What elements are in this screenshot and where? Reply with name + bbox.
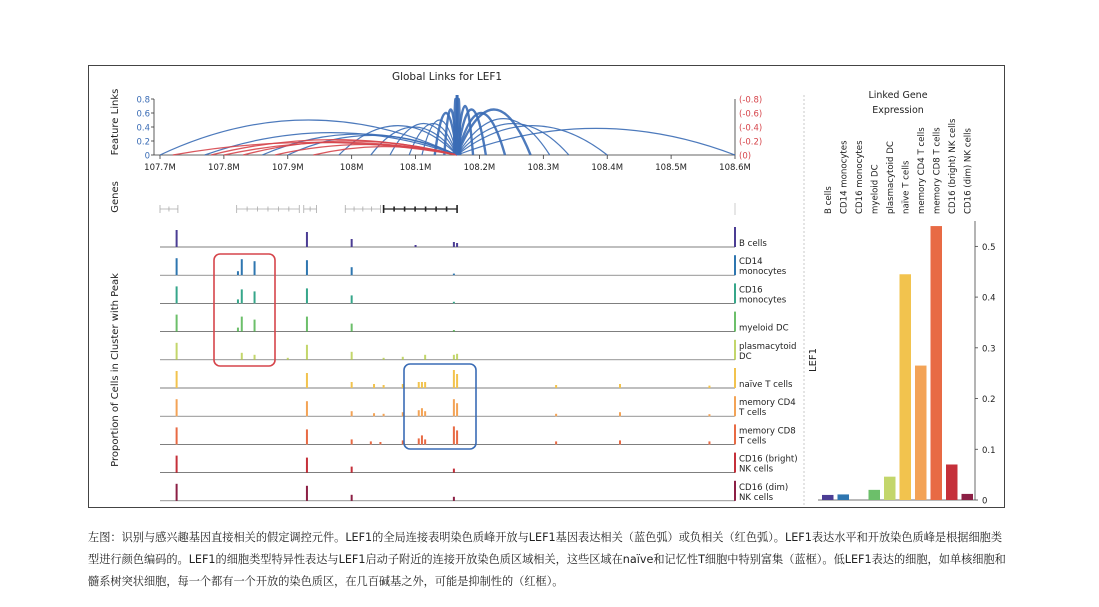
arc-xtick-label: 108M	[339, 163, 364, 173]
peak-bar	[176, 456, 178, 473]
peak-bar	[254, 291, 256, 303]
track-label: monocytes	[739, 267, 787, 278]
peak-bar	[287, 358, 289, 360]
peak-bar	[176, 230, 178, 247]
expr-bar	[884, 477, 896, 500]
peak-bar	[241, 289, 243, 303]
expr-title: Linked Gene	[868, 90, 928, 101]
peak-bar	[306, 486, 308, 501]
peak-bar	[379, 442, 381, 444]
arc-xtick-label: 108.5M	[655, 163, 687, 173]
arc-ytick-right: (-0.6)	[739, 109, 763, 120]
peak-bar	[237, 328, 239, 332]
arc-ytick-right: (-0.2)	[739, 137, 763, 148]
expr-bar	[900, 274, 912, 500]
peak-bar	[418, 382, 420, 388]
peak-bar	[306, 429, 308, 444]
expr-category-label: B cells	[823, 186, 834, 214]
expr-category-label: myeloid DC	[870, 164, 881, 214]
expr-bar	[962, 494, 974, 500]
peak-bar	[708, 386, 710, 388]
expr-ytick-label: 0	[982, 496, 988, 507]
peak-bar	[306, 260, 308, 275]
peak-bar	[619, 412, 621, 416]
peak-bar	[453, 399, 455, 416]
peak-bar	[424, 355, 426, 360]
track-label: CD16	[739, 285, 763, 296]
peak-bar	[453, 330, 455, 332]
arc-ytick-right: (-0.8)	[739, 95, 763, 106]
track-label: DC	[739, 351, 752, 362]
peak-bar	[708, 441, 710, 444]
peak-bar	[402, 357, 404, 360]
peak-bar	[176, 427, 178, 444]
peak-bar	[351, 467, 353, 473]
link-arc	[457, 126, 607, 155]
peak-bar	[351, 295, 353, 303]
peak-bar	[708, 414, 710, 416]
expr-ytick-label: 0.4	[982, 293, 996, 304]
arc-ytick-right: (-0.4)	[739, 123, 763, 134]
peak-bar	[453, 370, 455, 388]
expr-ytick-label: 0.3	[982, 344, 996, 355]
peak-bar	[418, 410, 420, 416]
peak-bar	[306, 373, 308, 388]
peak-bar	[456, 403, 458, 416]
arc-xtick-label: 107.7M	[144, 163, 176, 173]
arc-title: Global Links for LEF1	[391, 71, 503, 83]
track-label: CD16 (dim)	[739, 482, 789, 493]
peak-bar	[306, 317, 308, 332]
peak-bar	[176, 343, 178, 360]
track-label: NK cells	[739, 492, 774, 503]
peak-bar	[241, 353, 243, 360]
arc-xtick-label: 108.1M	[399, 163, 432, 173]
peak-bar	[306, 288, 308, 303]
arc-xtick-label: 107.9M	[271, 163, 304, 173]
peak-bar	[424, 411, 426, 416]
expr-title: Expression	[872, 105, 924, 116]
arc-ytick-left: 0.6	[136, 109, 150, 120]
peak-bar	[453, 469, 455, 473]
arc-ylabel: Feature Links	[110, 88, 121, 156]
arc-xtick-label: 108.6M	[719, 163, 751, 173]
arc-ytick-right: (0)	[739, 151, 752, 162]
track-label: naïve T cells	[739, 380, 793, 390]
peak-bar	[555, 385, 557, 388]
arc-ytick-left: 0.4	[136, 123, 150, 134]
figure-caption: 左图：识别与感兴趣基因直接相关的假定调控元件。LEF1的全局连接表明染色质峰开放与LEF1基因表达相关（蓝色弧）或负相关（红色弧）。LEF1表达水平和开放染色质峰是根据细胞类型进行颜色编码的。LEF1的细胞类型特异性表达与LEF1启动子附近的连接开放染色质区域相关，这些区域在naïve和记忆性T细胞中特别富集（蓝框）。低LEF1表达的细胞，如单核细胞和髓系树突状细胞，每一个都有一个开放的染色质区，在几百碱基之外，可能是抑制性的（红框）。	[88, 531, 1006, 588]
expr-bar	[915, 366, 927, 500]
peak-bar	[351, 239, 353, 247]
track-label: CD16 (bright)	[739, 454, 798, 465]
peak-bar	[456, 243, 458, 247]
peak-bar	[351, 267, 353, 275]
expr-bar	[838, 494, 850, 500]
peak-bar	[383, 414, 385, 416]
peak-bar	[176, 371, 178, 388]
peak-bar	[555, 441, 557, 444]
expr-ytick-label: 0.5	[982, 242, 996, 253]
genes-ylabel: Genes	[110, 181, 121, 213]
arc-xtick-label: 107.8M	[208, 163, 240, 173]
peak-bar	[453, 355, 455, 360]
peak-bar	[306, 401, 308, 416]
peak-bar	[456, 430, 458, 444]
red-highlight-box	[214, 254, 275, 366]
peak-bar	[370, 441, 372, 444]
peak-bar	[456, 374, 458, 388]
expr-category-label: CD14 monocytes	[839, 140, 850, 214]
peak-bar	[421, 382, 423, 388]
peak-bar	[176, 484, 178, 501]
link-arc	[457, 128, 735, 155]
peak-bar	[415, 245, 417, 247]
expr-category-label: memory CD4 T cells	[916, 127, 927, 214]
peak-bar	[424, 439, 426, 444]
track-label: CD14	[739, 257, 763, 268]
track-label: NK cells	[739, 464, 774, 475]
peak-bar	[383, 385, 385, 388]
peak-bar	[453, 274, 455, 276]
peak-bar	[351, 352, 353, 360]
peak-bar	[421, 435, 423, 444]
expr-bar	[869, 490, 881, 500]
peak-bar	[619, 440, 621, 444]
track-label: memory CD8	[739, 426, 796, 437]
peak-bar	[373, 413, 375, 416]
peak-bar	[351, 439, 353, 444]
peak-bar	[424, 382, 426, 388]
peak-bar	[351, 382, 353, 388]
track-label: T cells	[739, 408, 767, 419]
peak-bar	[421, 408, 423, 416]
peak-bar	[176, 315, 178, 332]
peak-bar	[453, 242, 455, 247]
expr-bar	[822, 495, 834, 500]
peak-bar	[351, 411, 353, 416]
peak-bar	[254, 261, 256, 275]
peak-bar	[241, 259, 243, 275]
expr-bar	[946, 464, 958, 500]
peak-bar	[237, 299, 239, 303]
expr-ytick-label: 0.2	[982, 395, 996, 406]
peak-bar	[254, 320, 256, 332]
expr-category-label: plasmacytoid DC	[885, 141, 896, 214]
peak-bar	[176, 399, 178, 416]
expr-ytick-label: 0.1	[982, 445, 996, 456]
peak-bar	[306, 232, 308, 247]
peak-bar	[456, 354, 458, 360]
expr-category-label: CD16 (bright) NK cells	[947, 118, 958, 214]
peak-bar	[453, 302, 455, 304]
track-label: myeloid DC	[739, 323, 789, 334]
expr-ylabel: LEF1	[808, 347, 819, 373]
expr-category-label: CD16 (dim) NK cells	[963, 128, 974, 214]
arc-ytick-left: 0	[144, 151, 150, 162]
peak-bar	[241, 317, 243, 332]
arc-xtick-label: 108.2M	[463, 163, 496, 173]
peak-bar	[418, 438, 420, 444]
track-label: memory CD4	[739, 398, 796, 409]
peak-bar	[619, 384, 621, 388]
expr-bar	[931, 226, 943, 500]
arc-xtick-label: 108.3M	[527, 163, 560, 173]
peak-bar	[351, 324, 353, 332]
peak-bar	[555, 414, 557, 416]
peak-bar	[306, 345, 308, 360]
peak-bar	[306, 458, 308, 473]
peak-bar	[453, 497, 455, 501]
peak-bar	[373, 384, 375, 388]
expr-category-label: memory CD8 T cells	[932, 127, 943, 214]
peak-bar	[254, 355, 256, 360]
track-label: B cells	[739, 239, 767, 249]
peak-bar	[237, 271, 239, 275]
tracks-ylabel: Proportion of Cells in Cluster with Peak	[110, 273, 121, 467]
peak-bar	[176, 286, 178, 303]
blue-highlight-box	[404, 364, 476, 449]
expr-category-label: naïve T cells	[901, 160, 912, 214]
peak-bar	[176, 258, 178, 275]
expr-category-label: CD16 monocytes	[854, 140, 865, 214]
peak-bar	[351, 495, 353, 501]
arc-ytick-left: 0.2	[136, 137, 150, 148]
track-label: plasmacytoid	[739, 341, 797, 352]
arc-xtick-label: 108.4M	[591, 163, 624, 173]
peak-bar	[383, 358, 385, 360]
peak-bar	[453, 426, 455, 444]
track-label: T cells	[739, 436, 767, 447]
arc-ytick-left: 0.8	[136, 95, 150, 106]
track-label: monocytes	[739, 295, 787, 306]
